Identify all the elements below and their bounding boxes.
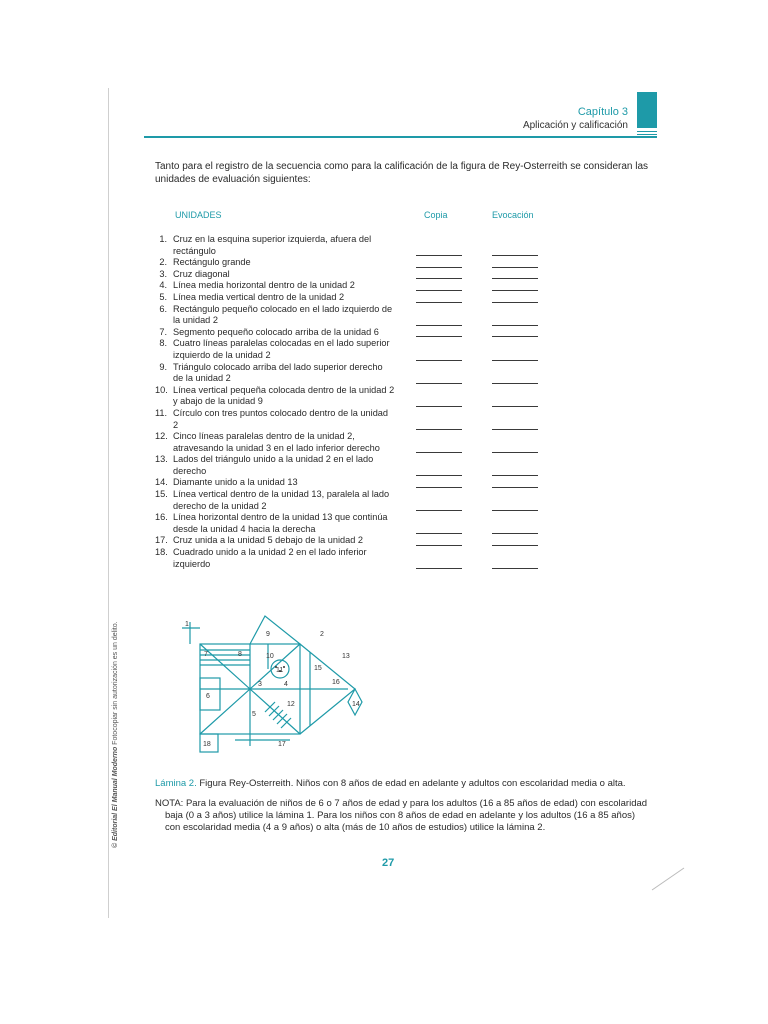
fig-label: 9 bbox=[266, 631, 270, 638]
top-triangle bbox=[250, 616, 300, 644]
unit-number: 10. bbox=[155, 384, 168, 395]
unit-text: Línea media horizontal dentro de la unidad 2 bbox=[173, 280, 355, 291]
unit-item bbox=[155, 269, 395, 281]
copy-answer-line[interactable] bbox=[416, 255, 462, 256]
recall-answer-line[interactable] bbox=[492, 429, 538, 430]
unit-number: 15. bbox=[155, 489, 168, 500]
recall-answer-line[interactable] bbox=[492, 545, 538, 546]
unit-item bbox=[155, 234, 395, 257]
unit-item bbox=[155, 512, 395, 535]
copy-answer-line[interactable] bbox=[416, 302, 462, 303]
page-corner-mark bbox=[650, 866, 686, 894]
fig-label: 7 bbox=[204, 651, 208, 658]
recall-answer-line[interactable] bbox=[492, 302, 538, 303]
header-rule bbox=[144, 136, 657, 138]
note-line-2: baja (0 a 3 años) utilice la lámina 1. Para los niños con 8 años de edad en adelante y los adultos (16 a 85 años) bbox=[165, 810, 636, 821]
copy-answer-line[interactable] bbox=[416, 475, 462, 476]
unit-number: 14. bbox=[155, 477, 168, 488]
unit-number: 8. bbox=[159, 338, 167, 349]
unit-text: Cinco líneas paralelas dentro de la unidad 2, atravesando la unidad 3 en el lado inferior derecho bbox=[173, 431, 380, 453]
copy-answer-line[interactable] bbox=[416, 278, 462, 279]
fig-label: 5 bbox=[252, 711, 256, 718]
recall-answer-line[interactable] bbox=[492, 533, 538, 534]
recall-answer-line[interactable] bbox=[492, 360, 538, 361]
unit-text: Cruz en la esquina superior izquierda, afuera del rectángulo bbox=[173, 234, 372, 256]
unit-number: 11. bbox=[155, 407, 168, 418]
fig-label: 10 bbox=[266, 653, 274, 660]
copy-answer-line[interactable] bbox=[416, 325, 462, 326]
page-number: 27 bbox=[382, 857, 395, 869]
copy-answer-line[interactable] bbox=[416, 383, 462, 384]
recall-answer-line[interactable] bbox=[492, 487, 538, 488]
recall-answer-line[interactable] bbox=[492, 475, 538, 476]
copy-answer-line[interactable] bbox=[416, 545, 462, 546]
unit-item bbox=[155, 408, 395, 431]
unit-item bbox=[155, 292, 395, 304]
unit-number: 7. bbox=[159, 326, 167, 337]
unit-item bbox=[155, 431, 395, 454]
fig-label: 12 bbox=[287, 701, 295, 708]
side-brand: © Editorial El Manual Moderno bbox=[112, 746, 119, 848]
recall-answer-line[interactable] bbox=[492, 325, 538, 326]
note-line-1: Para la evaluación de niños de 6 o 7 años de edad y para los adultos (16 a 85 años de edad) con escolaridad bbox=[185, 798, 648, 809]
unit-item bbox=[155, 454, 395, 477]
caption-label: Lámina 2. bbox=[155, 778, 197, 789]
unit-text: Cruz diagonal bbox=[173, 268, 230, 279]
unit-item bbox=[155, 535, 395, 547]
recall-answer-line[interactable] bbox=[492, 278, 538, 279]
unit-text: Línea horizontal dentro de la unidad 13 que continúa desde la unidad 4 hacia la derecha bbox=[173, 512, 388, 534]
unit-item bbox=[155, 280, 395, 292]
intro-paragraph: Tanto para el registro de la secuencia como para la calificación de la figura de Rey-Osterreith se consideran las unidades de evaluación siguientes: bbox=[155, 161, 649, 185]
unit-item bbox=[155, 547, 395, 570]
unit-number: 5. bbox=[159, 291, 167, 302]
unit-number: 1. bbox=[159, 234, 167, 244]
copy-answer-line[interactable] bbox=[416, 568, 462, 569]
note-paragraph bbox=[155, 798, 655, 834]
recall-answer-line[interactable] bbox=[492, 383, 538, 384]
unit-text: Línea media vertical dentro de la unidad 2 bbox=[173, 291, 345, 302]
unit-number: 18. bbox=[155, 547, 168, 558]
copy-header: Copia bbox=[424, 210, 448, 220]
unit-text: Cuadrado unido a la unidad 2 en el lado inferior izquierdo bbox=[173, 547, 367, 569]
unit-text: Cuatro líneas paralelas colocadas en el lado superior izquierdo de la unidad 2 bbox=[173, 338, 390, 360]
copy-answer-line[interactable] bbox=[416, 487, 462, 488]
note-label: NOTA: bbox=[155, 798, 184, 809]
section-title: Aplicación y calificación bbox=[522, 120, 628, 131]
recall-answer-line[interactable] bbox=[492, 452, 538, 453]
small-rectangle bbox=[200, 678, 220, 710]
unit-item bbox=[155, 257, 395, 269]
figure-drawing bbox=[180, 614, 380, 754]
page-spine bbox=[108, 88, 109, 918]
unit-number: 12. bbox=[155, 431, 168, 442]
hatch-line bbox=[277, 714, 287, 724]
unit-text: Triángulo colocado arriba del lado superior derecho de la unidad 2 bbox=[173, 361, 383, 384]
copy-answer-line[interactable] bbox=[416, 336, 462, 337]
copy-answer-line[interactable] bbox=[416, 452, 462, 453]
recall-answer-line[interactable] bbox=[492, 267, 538, 268]
units-header: UNIDADES bbox=[175, 210, 222, 220]
unit-number: 9. bbox=[159, 361, 167, 372]
copy-answer-line[interactable] bbox=[416, 429, 462, 430]
unit-text: Rectángulo grande bbox=[173, 257, 251, 268]
unit-item bbox=[155, 489, 395, 512]
unit-number: 13. bbox=[155, 454, 168, 465]
chapter-title: Capítulo 3 bbox=[577, 106, 628, 118]
side-copyright-text bbox=[112, 621, 119, 848]
copy-answer-line[interactable] bbox=[416, 267, 462, 268]
circle-dot bbox=[283, 666, 285, 668]
unit-item bbox=[155, 385, 395, 408]
units-list bbox=[155, 234, 395, 570]
unit-number: 16. bbox=[155, 512, 168, 523]
recall-answer-line[interactable] bbox=[492, 568, 538, 569]
header-tick bbox=[637, 131, 657, 132]
chapter-tab bbox=[637, 92, 657, 128]
rey-osterreith-figure bbox=[180, 614, 380, 754]
fig-label: 4 bbox=[284, 681, 288, 688]
unit-text: Diamante unido a la unidad 13 bbox=[173, 477, 298, 488]
caption-text: Figura Rey-Osterreith. Niños con 8 años de edad en adelante y adultos con escolaridad media o alta. bbox=[199, 778, 626, 789]
recall-answer-line[interactable] bbox=[492, 406, 538, 407]
unit-number: 17. bbox=[155, 535, 168, 546]
fig-label: 6 bbox=[206, 693, 210, 700]
recall-answer-line[interactable] bbox=[492, 336, 538, 337]
unit-text: Lados del triángulo unido a la unidad 2 en el lado derecho bbox=[173, 454, 374, 476]
copy-answer-line[interactable] bbox=[416, 533, 462, 534]
recall-answer-line[interactable] bbox=[492, 255, 538, 256]
side-note: Fotocopiar sin autorización es un delito. bbox=[112, 621, 119, 745]
fig-label: 3 bbox=[258, 681, 262, 688]
fig-label: 11 bbox=[276, 667, 284, 674]
unit-text: Rectángulo pequeño colocado en el lado izquierdo de la unidad 2 bbox=[173, 303, 393, 326]
fig-label: 17 bbox=[278, 741, 286, 748]
copy-answer-line[interactable] bbox=[416, 406, 462, 407]
unit-item bbox=[155, 362, 395, 385]
hatch-line bbox=[281, 718, 291, 728]
unit-number: 2. bbox=[159, 257, 167, 268]
unit-item bbox=[155, 477, 395, 489]
unit-item bbox=[155, 304, 395, 327]
recall-header: Evocación bbox=[492, 210, 534, 220]
header-tick bbox=[637, 134, 657, 135]
unit-text: Cruz unida a la unidad 5 debajo de la unidad 2 bbox=[173, 535, 364, 546]
fig-label: 14 bbox=[352, 701, 360, 708]
unit-text: Segmento pequeño colocado arriba de la unidad 6 bbox=[173, 326, 379, 337]
unit-item bbox=[155, 338, 395, 361]
fig-label: 1 bbox=[185, 621, 189, 628]
chapter-header bbox=[523, 106, 628, 131]
fig-label: 8 bbox=[238, 651, 242, 658]
note-line-3: con escolaridad media (4 a 9 años) o alta (más de 10 años de estudios) utilice la lámina 2. bbox=[165, 822, 546, 833]
recall-answer-line[interactable] bbox=[492, 290, 538, 291]
unit-text: Línea vertical pequeña colocada dentro de la unidad 2 y abajo de la unidad 9 bbox=[173, 384, 395, 407]
fig-label: 16 bbox=[332, 679, 340, 686]
copy-answer-line[interactable] bbox=[416, 510, 462, 511]
recall-answer-line[interactable] bbox=[492, 510, 538, 511]
fig-label: 2 bbox=[320, 631, 324, 638]
unit-number: 6. bbox=[159, 303, 167, 314]
copy-answer-line[interactable] bbox=[416, 290, 462, 291]
figure-caption bbox=[155, 778, 655, 789]
copy-answer-line[interactable] bbox=[416, 360, 462, 361]
fig-label: 18 bbox=[203, 741, 211, 748]
unit-number: 4. bbox=[159, 280, 167, 291]
unit-text: Círculo con tres puntos colocado dentro de la unidad 2 bbox=[173, 407, 389, 430]
unit-item bbox=[155, 327, 395, 339]
unit-number: 3. bbox=[159, 268, 167, 279]
unit-text: Línea vertical dentro de la unidad 13, paralela al lado derecho de la unidad 2 bbox=[173, 489, 390, 511]
fig-label: 15 bbox=[314, 665, 322, 672]
fig-label: 13 bbox=[342, 653, 350, 660]
